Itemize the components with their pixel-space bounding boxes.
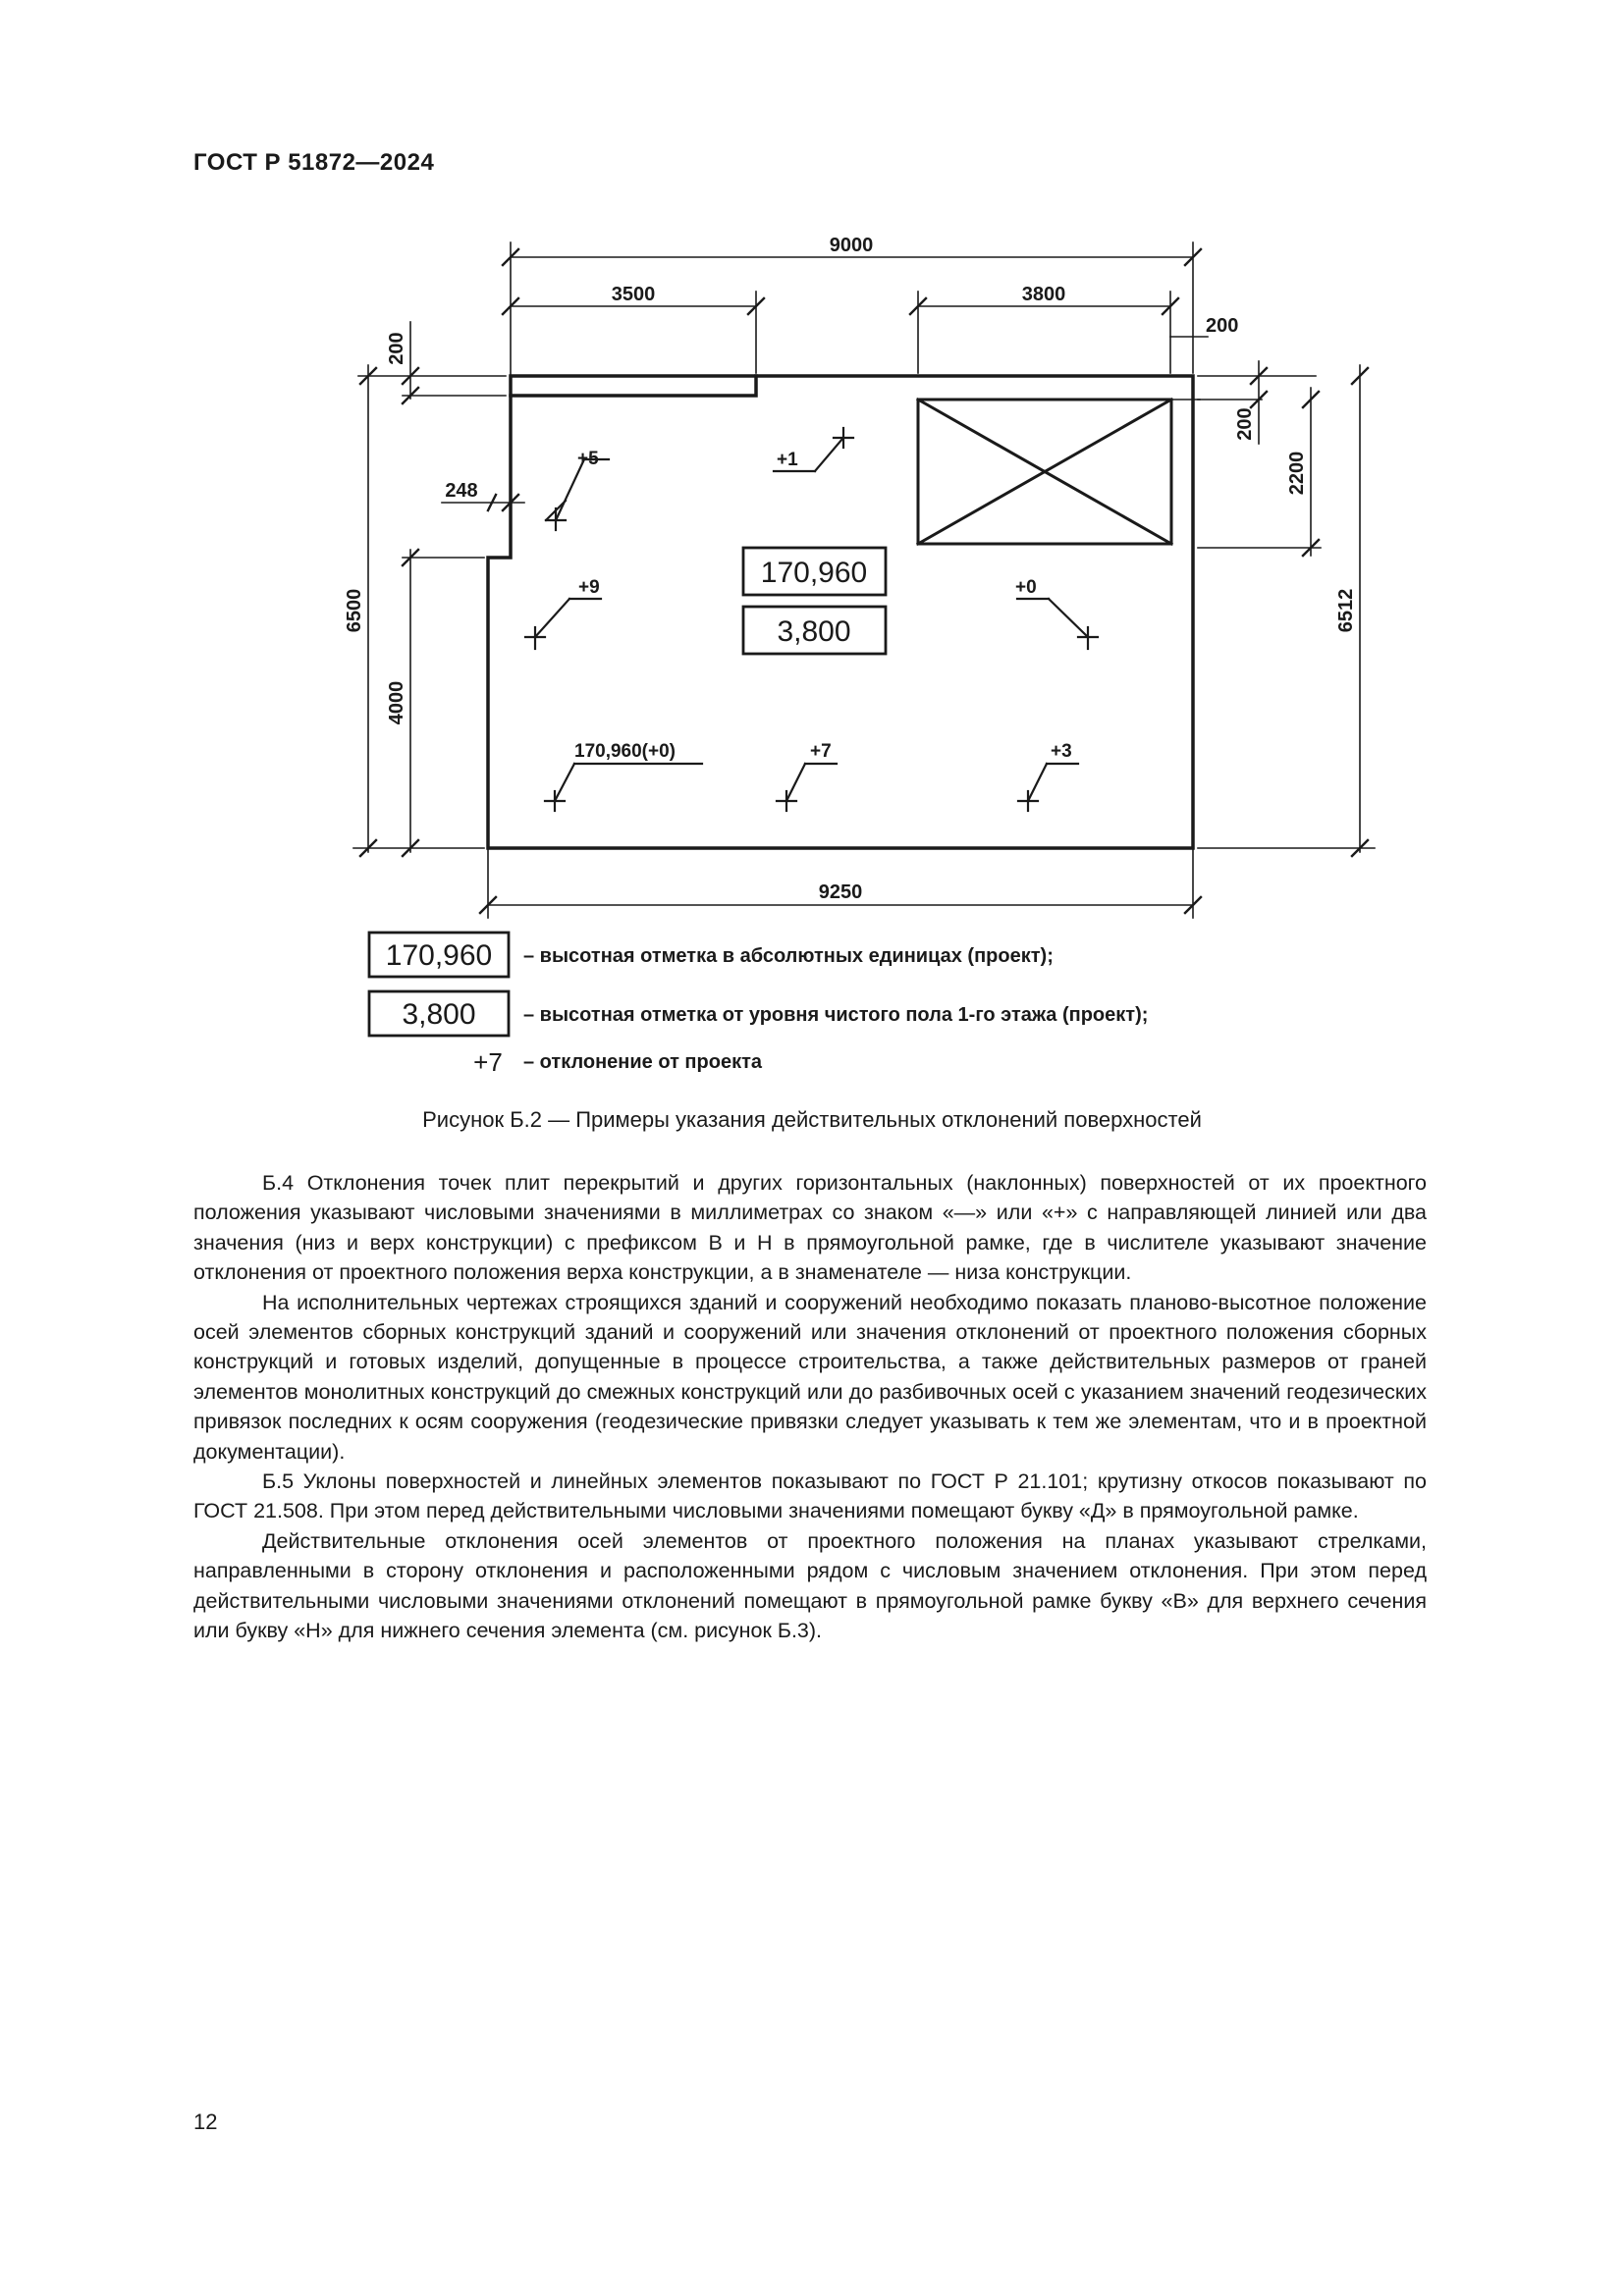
dim-top-offset-right: 200 bbox=[1206, 315, 1239, 337]
deviation-mark: +5 bbox=[577, 449, 599, 469]
opening-cross bbox=[918, 400, 1171, 544]
dim-left-total: 6500 bbox=[344, 588, 365, 633]
dim-top-total: 9000 bbox=[829, 235, 874, 256]
paragraph: На исполнительных чертежах строящихся зданий и сооружений необходимо показать планово-высотное положение осей элементов сборных конструкций зданий и сооружений или значения отклонений от проектного положения сборных конструкций и готовых изделий, допущенные в процессе строительства, а также действительных размеров от граней элементов монолитных конструкций до смежных конструкций или до разбивочных осей с указанием значений геодезических привязок последних к осям сооружения (геодезические привязки следует указывать к тем же элементам, что и в проектной документации). bbox=[193, 1290, 1427, 1464]
figure-b2 bbox=[0, 0, 1624, 1080]
dim-left-offset-top: 200 bbox=[386, 332, 407, 365]
legend-text-deviation: – отклонение от проекта bbox=[523, 1051, 762, 1073]
paragraph: Б.4 Отклонения точек плит перекрытий и других горизонтальных (наклонных) поверхностей от их проектного положения указывают числовыми значениями в миллиметрах со знаком «—» или «+» с направляющей линией или два значения (низ и верх конструкции) с префиксом В и Н в прямоугольной рамке, где в числителе указывают значение отклонения от проектного положения верха конструкции, а в знаменателе — низа конструкции. bbox=[193, 1171, 1427, 1285]
dim-top-left: 3500 bbox=[611, 284, 656, 305]
legend-symbol-absolute: 170,960 bbox=[385, 939, 493, 972]
deviation-mark: +0 bbox=[1015, 577, 1037, 598]
deviation-mark: +1 bbox=[777, 450, 798, 470]
legend-text-absolute: – высотная отметка в абсолютных единицах (проект); bbox=[523, 945, 1054, 967]
paragraph: Действительные отклонения осей элементов от проектного положения на планах указывают стрелками, направленными в сторону отклонения и расположенными рядом с числовым значением отклонения. При этом перед действительными числовыми значениями отклонений помещают в прямоугольной рамке букву «В» для верхнего сечения или букву «Н» для нижнего сечения элемента (см. рисунок Б.3). bbox=[193, 1528, 1427, 1643]
figure-caption: Рисунок Б.2 — Примеры указания действительных отклонений поверхностей bbox=[422, 1107, 1202, 1132]
paragraph: Б.5 Уклоны поверхностей и линейных элементов показывают по ГОСТ Р 21.101; крутизну откосов показывают по ГОСТ 21.508. При этом перед действительными числовыми значениями помещают букву «Д» в прямоугольной рамке. bbox=[193, 1469, 1427, 1523]
deviation-mark: +9 bbox=[578, 577, 600, 598]
legend-symbol-deviation: +7 bbox=[473, 1047, 503, 1077]
dim-top-right: 3800 bbox=[1021, 284, 1066, 305]
dim-bottom-total: 9250 bbox=[818, 881, 863, 903]
legend-text-floor: – высотная отметка от уровня чистого пола 1-го этажа (проект); bbox=[523, 1004, 1149, 1026]
standard-header: ГОСТ Р 51872—2024 bbox=[193, 149, 435, 176]
deviation-mark: 170,960(+0) bbox=[574, 741, 676, 762]
deviation-mark: +3 bbox=[1051, 741, 1072, 762]
dim-right-offset-top: 200 bbox=[1234, 407, 1256, 441]
dim-right-window: 2200 bbox=[1286, 451, 1308, 496]
plan-drawing bbox=[0, 0, 1624, 1080]
dim-right-total: 6512 bbox=[1335, 588, 1357, 633]
page-number: 12 bbox=[193, 2109, 218, 2134]
body-text bbox=[193, 1168, 1427, 1646]
dim-left-notch: 248 bbox=[445, 480, 478, 502]
deviation-mark: +7 bbox=[810, 741, 832, 762]
legend-symbol-floor: 3,800 bbox=[402, 998, 476, 1031]
elevation-floor-value: 3,800 bbox=[777, 615, 851, 648]
elevation-absolute-value: 170,960 bbox=[760, 557, 868, 589]
dim-left-lower: 4000 bbox=[386, 680, 407, 725]
